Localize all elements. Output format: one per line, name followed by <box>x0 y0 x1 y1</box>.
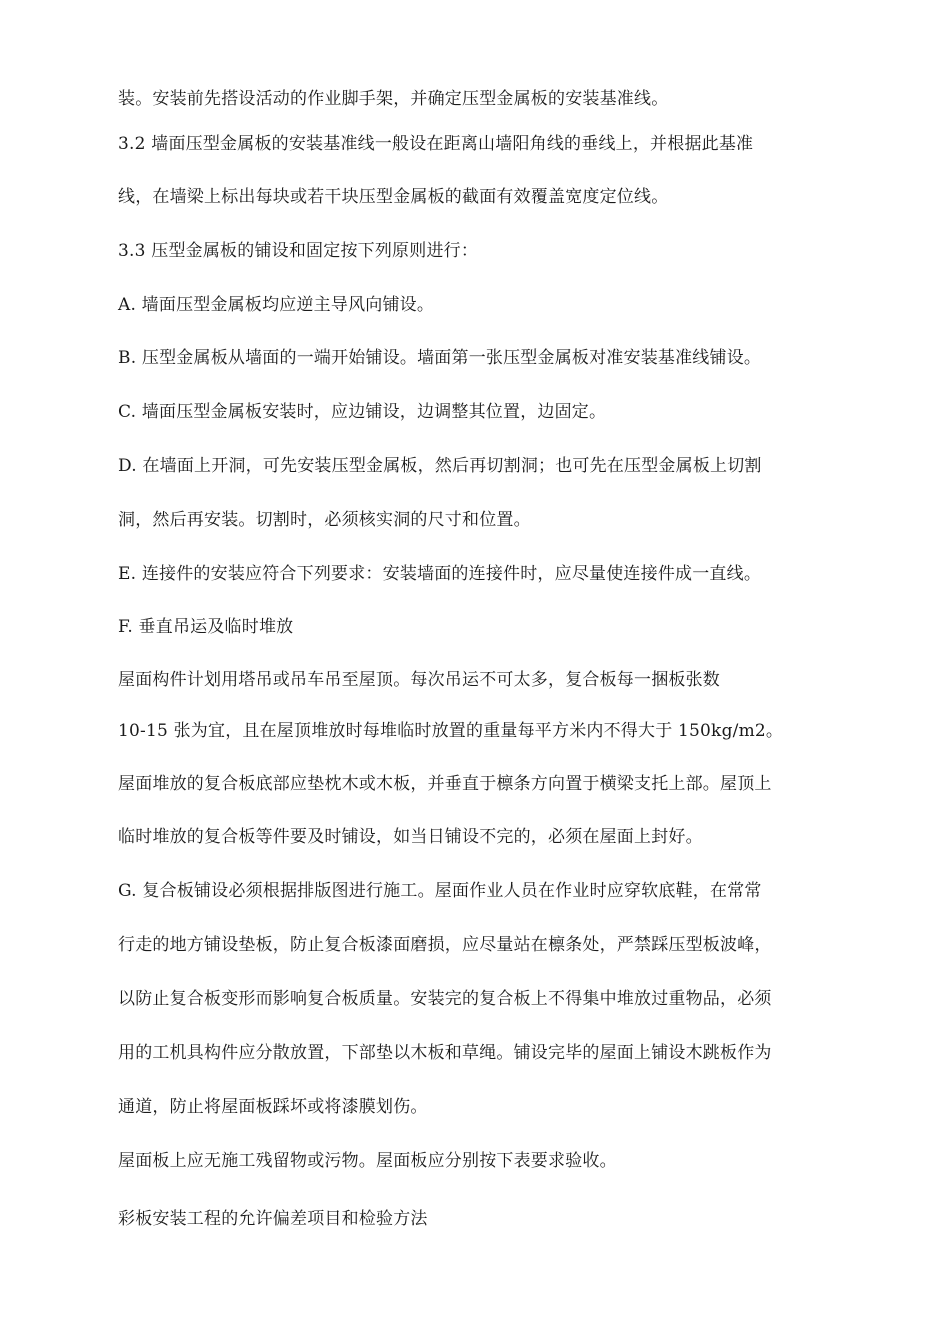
text-line: B. 压型金属板从墙面的一端开始铺设。墙面第一张压型金属板对准安装基准线铺设。 <box>118 348 762 368</box>
text-line: G. 复合板铺设必须根据排版图进行施工。屋面作业人员在作业时应穿软底鞋，在常常 <box>118 881 762 901</box>
text-line: 通道，防止将屋面板踩坏或将漆膜划伤。 <box>118 1097 428 1117</box>
text-line: 3.3 压型金属板的铺设和固定按下列原则进行： <box>118 241 479 261</box>
text-line: 3.2 墙面压型金属板的安装基准线一般设在距离山墙阳角线的垂线上，并根据此基准 <box>118 134 754 154</box>
text-line: E. 连接件的安装应符合下列要求：安装墙面的连接件时，应尽量使连接件成一直线。 <box>118 564 762 584</box>
text-line: 洞，然后再安装。切割时，必须核实洞的尺寸和位置。 <box>118 510 531 530</box>
text-line: 行走的地方铺设垫板，防止复合板漆面磨损，应尽量站在檩条处，严禁踩压型板波峰， <box>118 935 772 955</box>
section-heading: 彩板安装工程的允许偏差项目和检验方法 <box>118 1209 428 1229</box>
text-line: A. 墙面压型金属板均应逆主导风向铺设。 <box>118 295 435 315</box>
text-line: 10-15 张为宜，且在屋顶堆放时每堆临时放置的重量每平方米内不得大于 150kg/m2。 <box>118 721 784 741</box>
text-line: 屋面构件计划用塔吊或吊车吊至屋顶。每次吊运不可太多，复合板每一捆板张数 <box>118 670 720 690</box>
text-line: 线，在墙梁上标出每块或若干块压型金属板的截面有效覆盖宽度定位线。 <box>118 187 669 207</box>
text-line: D. 在墙面上开洞，可先安装压型金属板，然后再切割洞；也可先在压型金属板上切割 <box>118 456 762 476</box>
text-line: F. 垂直吊运及临时堆放 <box>118 617 294 637</box>
text-line: C. 墙面压型金属板安装时，应边铺设，边调整其位置，边固定。 <box>118 402 607 422</box>
text-line: 用的工机具构件应分散放置，下部垫以木板和草绳。铺设完毕的屋面上铺设木跳板作为 <box>118 1043 772 1063</box>
text-line: 装。安装前先搭设活动的作业脚手架，并确定压型金属板的安装基准线。 <box>118 89 669 109</box>
text-line: 屋面板上应无施工残留物或污物。屋面板应分别按下表要求验收。 <box>118 1151 617 1171</box>
text-line: 屋面堆放的复合板底部应垫枕木或木板，并垂直于檩条方向置于横梁支托上部。屋顶上 <box>118 774 772 794</box>
text-line: 临时堆放的复合板等件要及时铺设，如当日铺设不完的，必须在屋面上封好。 <box>118 827 703 847</box>
text-line: 以防止复合板变形而影响复合板质量。安装完的复合板上不得集中堆放过重物品，必须 <box>118 989 772 1009</box>
